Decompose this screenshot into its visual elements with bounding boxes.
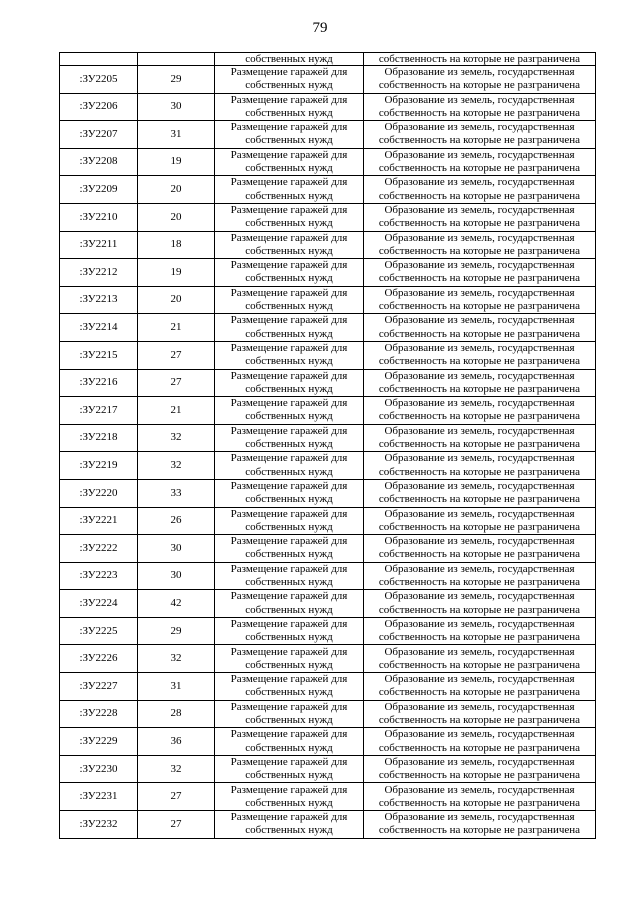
plot-origin-cell	[364, 673, 596, 701]
purpose-line-1: Размещение гаражей для	[230, 755, 348, 768]
table-row	[60, 203, 596, 231]
plot-origin-cell	[364, 755, 596, 783]
purpose-line-1: Размещение гаражей для	[230, 728, 348, 741]
purpose-line-2: собственных нужд	[245, 189, 333, 202]
table-row	[60, 66, 596, 94]
plot-purpose-cell	[215, 203, 364, 231]
plot-origin-cell	[364, 286, 596, 314]
purpose-line-2: собственных нужд	[245, 686, 333, 699]
plot-id-cell: :ЗУ2224	[60, 590, 138, 618]
origin-line-2: собственность на которые не разграничена	[378, 300, 581, 313]
plot-area-cell: 20	[138, 176, 215, 204]
origin-line-1: Образование из земель, государственная	[384, 507, 575, 520]
purpose-line-1: Размещение гаражей для	[230, 700, 348, 713]
plot-area-cell: 19	[138, 259, 215, 287]
origin-line-1: Образование из земель, государственная	[384, 480, 575, 492]
plot-origin-cell	[364, 341, 596, 369]
plot-area-cell: 26	[138, 507, 215, 535]
origin-line-2: собственность на которые не разграничена	[378, 824, 581, 837]
purpose-line-2: собственных нужд	[245, 327, 333, 340]
origin-line-2: собственность на которые не разграничена	[378, 438, 581, 451]
table-row	[60, 617, 596, 645]
origin-line-2: собственность на которые не разграничена	[378, 796, 581, 809]
plot-origin-cell	[364, 148, 596, 176]
origin-line-2: собственность на которые не разграничена	[378, 575, 581, 588]
origin-line-2: собственность на которые не разграничена	[378, 631, 581, 644]
plot-origin-cell	[364, 700, 596, 728]
purpose-line-2: собственных нужд	[245, 741, 333, 754]
origin-line-1: Образование из земель, государственная	[384, 93, 575, 106]
purpose-line-1: Размещение гаражей для	[230, 397, 348, 410]
origin-line-1: Образование из земель, государственная	[384, 121, 575, 134]
origin-line-1: Образование из земель, государственная	[384, 148, 575, 161]
origin-line-2: собственность на которые не разграничена	[378, 520, 581, 533]
plot-origin-cell	[364, 369, 596, 397]
purpose-line-2: собственных нужд	[245, 244, 333, 257]
plot-id-cell: :ЗУ2220	[60, 479, 138, 507]
origin-line-2: собственность на которые не разграничена	[378, 134, 581, 147]
plot-purpose-cell	[215, 397, 364, 425]
continuation-area-cell	[138, 53, 215, 66]
plot-id-cell: :ЗУ2229	[60, 728, 138, 756]
plot-id-cell: :ЗУ2230	[60, 755, 138, 783]
table-row	[60, 507, 596, 535]
purpose-line-2: собственных нужд	[245, 272, 333, 285]
plot-purpose-cell	[215, 259, 364, 287]
plot-origin-cell	[364, 535, 596, 563]
plot-id-cell: :ЗУ2215	[60, 341, 138, 369]
plot-purpose-cell	[215, 700, 364, 728]
purpose-line-2: собственных нужд	[245, 631, 333, 644]
plot-purpose-cell	[215, 148, 364, 176]
origin-line-1: Образование из земель, государственная	[384, 535, 575, 548]
plot-origin-cell	[364, 203, 596, 231]
plot-area-cell: 20	[138, 286, 215, 314]
plot-purpose-cell	[215, 176, 364, 204]
table-row	[60, 121, 596, 149]
purpose-line-1: Размещение гаражей для	[230, 204, 348, 217]
plot-area-cell: 30	[138, 562, 215, 590]
plot-id-cell: :ЗУ2212	[60, 259, 138, 287]
plot-area-cell: 21	[138, 397, 215, 425]
plot-area-cell: 20	[138, 203, 215, 231]
plot-origin-cell	[364, 259, 596, 287]
plot-purpose-cell	[215, 93, 364, 121]
plot-area-cell: 27	[138, 783, 215, 811]
plot-purpose-cell	[215, 341, 364, 369]
plot-id-cell: :ЗУ2214	[60, 314, 138, 342]
origin-line-2: собственность на которые не разграничена	[378, 713, 581, 726]
table-row	[60, 231, 596, 259]
plot-id-cell: :ЗУ2209	[60, 176, 138, 204]
purpose-line-1: Размещение гаражей для	[230, 286, 348, 299]
purpose-line-2: собственных нужд	[245, 79, 333, 92]
purpose-line-2: собственных нужд	[245, 300, 333, 313]
plot-area-cell: 21	[138, 314, 215, 342]
origin-line-1: Образование из земель, государственная	[384, 673, 575, 686]
plot-origin-cell	[364, 507, 596, 535]
purpose-line-1: Размещение гаражей для	[230, 424, 348, 437]
plot-id-cell: :ЗУ2206	[60, 93, 138, 121]
plot-area-cell: 27	[138, 811, 215, 839]
table-row	[60, 590, 596, 618]
plot-origin-cell	[364, 645, 596, 673]
purpose-line-1: Размещение гаражей для	[230, 314, 348, 327]
origin-line-1: Образование из земель, государственная	[384, 562, 575, 575]
plot-origin-cell	[364, 811, 596, 839]
plot-id-cell: :ЗУ2222	[60, 535, 138, 563]
table-row	[60, 562, 596, 590]
origin-line-2: собственность на которые не разграничена	[378, 603, 581, 616]
continuation-purpose-cell: собственных нужд	[215, 53, 364, 66]
origin-line-1: Образование из земель, государственная	[384, 66, 575, 79]
plot-origin-cell	[364, 452, 596, 480]
plot-area-cell: 31	[138, 121, 215, 149]
plot-origin-cell	[364, 424, 596, 452]
plot-area-cell: 29	[138, 66, 215, 94]
purpose-line-1: Размещение гаражей для	[230, 259, 348, 272]
origin-line-2: собственность на которые не разграничена	[378, 244, 581, 257]
origin-line-1: Образование из земель, государственная	[384, 204, 575, 217]
origin-line-2: собственность на которые не разграничена	[378, 658, 581, 671]
plot-purpose-cell	[215, 479, 364, 507]
origin-line-2: собственность на которые не разграничена	[378, 410, 581, 423]
origin-line-2: собственность на которые не разграничена	[378, 162, 581, 175]
table-row	[60, 479, 596, 507]
plot-id-cell: :ЗУ2221	[60, 507, 138, 535]
table-row	[60, 314, 596, 342]
plot-purpose-cell	[215, 286, 364, 314]
purpose-line-1: Размещение гаражей для	[230, 590, 348, 603]
plot-id-cell: :ЗУ2217	[60, 397, 138, 425]
plot-origin-cell	[364, 231, 596, 259]
purpose-line-2: собственных нужд	[245, 410, 333, 423]
table-row	[60, 700, 596, 728]
purpose-line-2: собственных нужд	[245, 520, 333, 533]
plot-purpose-cell	[215, 314, 364, 342]
purpose-line-1: Размещение гаражей для	[230, 562, 348, 575]
table-row	[60, 673, 596, 701]
origin-line-1: Образование из земель, государственная	[384, 617, 575, 630]
table-row	[60, 535, 596, 563]
table-row	[60, 728, 596, 756]
purpose-line-1: Размещение гаражей для	[230, 176, 348, 189]
purpose-line-2: собственных нужд	[245, 162, 333, 175]
plot-purpose-cell	[215, 452, 364, 480]
plot-area-cell: 30	[138, 535, 215, 563]
purpose-line-2: собственных нужд	[245, 603, 333, 616]
origin-line-2: собственность на которые не разграничена	[378, 272, 581, 285]
origin-line-1: Образование из земель, государственная	[384, 811, 575, 824]
plot-area-cell: 27	[138, 341, 215, 369]
origin-line-1: Образование из земель, государственная	[384, 728, 575, 741]
plot-purpose-cell	[215, 783, 364, 811]
purpose-line-2: собственных нужд	[245, 658, 333, 671]
purpose-line-2: собственных нужд	[245, 134, 333, 147]
origin-line-1: Образование из земель, государственная	[384, 700, 575, 713]
plot-id-cell: :ЗУ2208	[60, 148, 138, 176]
origin-line-1: Образование из земель, государственная	[384, 342, 575, 355]
plot-area-cell: 32	[138, 645, 215, 673]
table-row	[60, 452, 596, 480]
origin-line-2: собственность на которые не разграничена	[378, 493, 581, 506]
origin-line-1: Образование из земель, государственная	[384, 783, 575, 796]
plot-area-cell: 19	[138, 148, 215, 176]
origin-line-2: собственность на которые не разграничена	[378, 465, 581, 478]
origin-line-2: собственность на которые не разграничена	[378, 106, 581, 119]
table-row	[60, 755, 596, 783]
plot-area-cell: 32	[138, 424, 215, 452]
origin-line-1: Образование из земель, государственная	[384, 314, 575, 327]
plot-origin-cell	[364, 397, 596, 425]
plot-id-cell: :ЗУ2210	[60, 203, 138, 231]
purpose-line-1: Размещение гаражей для	[230, 148, 348, 161]
table-row	[60, 176, 596, 204]
plot-area-cell: 36	[138, 728, 215, 756]
plot-purpose-cell	[215, 535, 364, 563]
origin-line-1: Образование из земель, государственная	[384, 590, 575, 603]
plot-purpose-cell	[215, 590, 364, 618]
plot-origin-cell	[364, 783, 596, 811]
page-number: 79	[312, 20, 328, 36]
plot-area-cell: 31	[138, 673, 215, 701]
table-row	[60, 424, 596, 452]
purpose-line-2: собственных нужд	[245, 713, 333, 726]
origin-line-1: Образование из земель, государственная	[384, 259, 575, 272]
purpose-line-1: Размещение гаражей для	[230, 231, 348, 244]
plot-purpose-cell	[215, 231, 364, 259]
plot-id-cell: :ЗУ2225	[60, 617, 138, 645]
purpose-line-2: собственных нужд	[245, 355, 333, 368]
purpose-line-2: собственных нужд	[245, 465, 333, 478]
plot-purpose-cell	[215, 507, 364, 535]
purpose-line-1: Размещение гаражей для	[230, 645, 348, 658]
plot-area-cell: 30	[138, 93, 215, 121]
purpose-line-2: собственных нужд	[245, 382, 333, 395]
purpose-line-2: собственных нужд	[245, 106, 333, 119]
plot-origin-cell	[364, 479, 596, 507]
plot-id-cell: :ЗУ2216	[60, 369, 138, 397]
plot-origin-cell	[364, 93, 596, 121]
plot-purpose-cell	[215, 66, 364, 94]
origin-line-2: собственность на которые не разграничена	[378, 686, 581, 699]
plot-purpose-cell	[215, 673, 364, 701]
origin-line-2: собственность на которые не разграничена	[378, 79, 581, 92]
continuation-origin-cell: собственность на которые не разграничена	[364, 53, 596, 66]
origin-line-2: собственность на которые не разграничена	[378, 217, 581, 230]
purpose-line-1: Размещение гаражей для	[230, 783, 348, 796]
continuation-id-cell	[60, 53, 138, 66]
table-row	[60, 783, 596, 811]
origin-line-2: собственность на которые не разграничена	[378, 769, 581, 782]
table-row	[60, 811, 596, 839]
plot-origin-cell	[364, 66, 596, 94]
origin-line-1: Образование из земель, государственная	[384, 645, 575, 658]
table-row	[60, 645, 596, 673]
purpose-line-1: Размещение гаражей для	[230, 811, 348, 824]
plot-purpose-cell	[215, 728, 364, 756]
purpose-line-1: Размещение гаражей для	[230, 480, 348, 492]
plot-origin-cell	[364, 562, 596, 590]
table-row	[60, 369, 596, 397]
plot-origin-cell	[364, 314, 596, 342]
plot-purpose-cell	[215, 617, 364, 645]
origin-line-2: собственность на которые не разграничена	[378, 327, 581, 340]
plot-purpose-cell	[215, 562, 364, 590]
plot-purpose-cell	[215, 645, 364, 673]
purpose-line-1: Размещение гаражей для	[230, 66, 348, 79]
table-row	[60, 259, 596, 287]
plot-origin-cell	[364, 590, 596, 618]
purpose-line-2: собственных нужд	[245, 548, 333, 561]
plot-area-cell: 18	[138, 231, 215, 259]
origin-line-1: Образование из земель, государственная	[384, 397, 575, 410]
plot-id-cell: :ЗУ2227	[60, 673, 138, 701]
land-plots-table	[59, 52, 596, 839]
purpose-line-1: Размещение гаражей для	[230, 673, 348, 686]
origin-line-2: собственность на которые не разграничена	[378, 355, 581, 368]
purpose-line-1: Размещение гаражей для	[230, 452, 348, 465]
origin-line-1: Образование из земель, государственная	[384, 452, 575, 465]
table-row	[60, 148, 596, 176]
plot-origin-cell	[364, 728, 596, 756]
table-row	[60, 93, 596, 121]
origin-line-1: Образование из земель, государственная	[384, 286, 575, 299]
origin-line-1: Образование из земель, государственная	[384, 755, 575, 768]
purpose-line-2: собственных нужд	[245, 217, 333, 230]
plot-purpose-cell	[215, 121, 364, 149]
plot-id-cell: :ЗУ2213	[60, 286, 138, 314]
origin-line-2: собственность на которые не разграничена	[378, 548, 581, 561]
plot-origin-cell	[364, 176, 596, 204]
plot-purpose-cell	[215, 811, 364, 839]
origin-line-1: Образование из земель, государственная	[384, 231, 575, 244]
plot-id-cell: :ЗУ2232	[60, 811, 138, 839]
plot-purpose-cell	[215, 755, 364, 783]
plot-area-cell: 27	[138, 369, 215, 397]
plot-id-cell: :ЗУ2207	[60, 121, 138, 149]
plot-area-cell: 29	[138, 617, 215, 645]
origin-line-1: Образование из земель, государственная	[384, 176, 575, 189]
purpose-line-1: Размещение гаражей для	[230, 342, 348, 355]
plot-area-cell: 42	[138, 590, 215, 618]
purpose-line-1: Размещение гаражей для	[230, 535, 348, 548]
purpose-line-2: собственных нужд	[245, 438, 333, 451]
purpose-line-2: собственных нужд	[245, 824, 333, 837]
continuation-row	[60, 53, 596, 66]
plot-id-cell: :ЗУ2231	[60, 783, 138, 811]
purpose-line-2: собственных нужд	[245, 769, 333, 782]
purpose-line-1: Размещение гаражей для	[230, 93, 348, 106]
plot-id-cell: :ЗУ2228	[60, 700, 138, 728]
plot-area-cell: 28	[138, 700, 215, 728]
purpose-line-2: собственных нужд	[245, 575, 333, 588]
table-row	[60, 286, 596, 314]
plot-origin-cell	[364, 121, 596, 149]
purpose-line-1: Размещение гаражей для	[230, 617, 348, 630]
origin-line-2: собственность на которые не разграничена	[378, 382, 581, 395]
plot-area-cell: 33	[138, 479, 215, 507]
plot-purpose-cell	[215, 369, 364, 397]
plot-id-cell: :ЗУ2218	[60, 424, 138, 452]
plot-purpose-cell	[215, 424, 364, 452]
origin-line-2: собственность на которые не разграничена	[378, 189, 581, 202]
plot-id-cell: :ЗУ2226	[60, 645, 138, 673]
origin-line-1: Образование из земель, государственная	[384, 424, 575, 437]
purpose-line-1: Размещение гаражей для	[230, 121, 348, 134]
origin-line-2: собственность на которые не разграничена	[378, 741, 581, 754]
plot-area-cell: 32	[138, 452, 215, 480]
purpose-line-1: Размещение гаражей для	[230, 369, 348, 382]
table-row	[60, 397, 596, 425]
plot-id-cell: :ЗУ2205	[60, 66, 138, 94]
plot-id-cell: :ЗУ2211	[60, 231, 138, 259]
plot-origin-cell	[364, 617, 596, 645]
plot-id-cell: :ЗУ2223	[60, 562, 138, 590]
plot-area-cell: 32	[138, 755, 215, 783]
purpose-line-2: собственных нужд	[245, 493, 333, 506]
origin-line-1: Образование из земель, государственная	[384, 369, 575, 382]
purpose-line-1: Размещение гаражей для	[230, 507, 348, 520]
plot-id-cell: :ЗУ2219	[60, 452, 138, 480]
purpose-line-2: собственных нужд	[245, 796, 333, 809]
table-body	[60, 53, 596, 839]
table-row	[60, 341, 596, 369]
